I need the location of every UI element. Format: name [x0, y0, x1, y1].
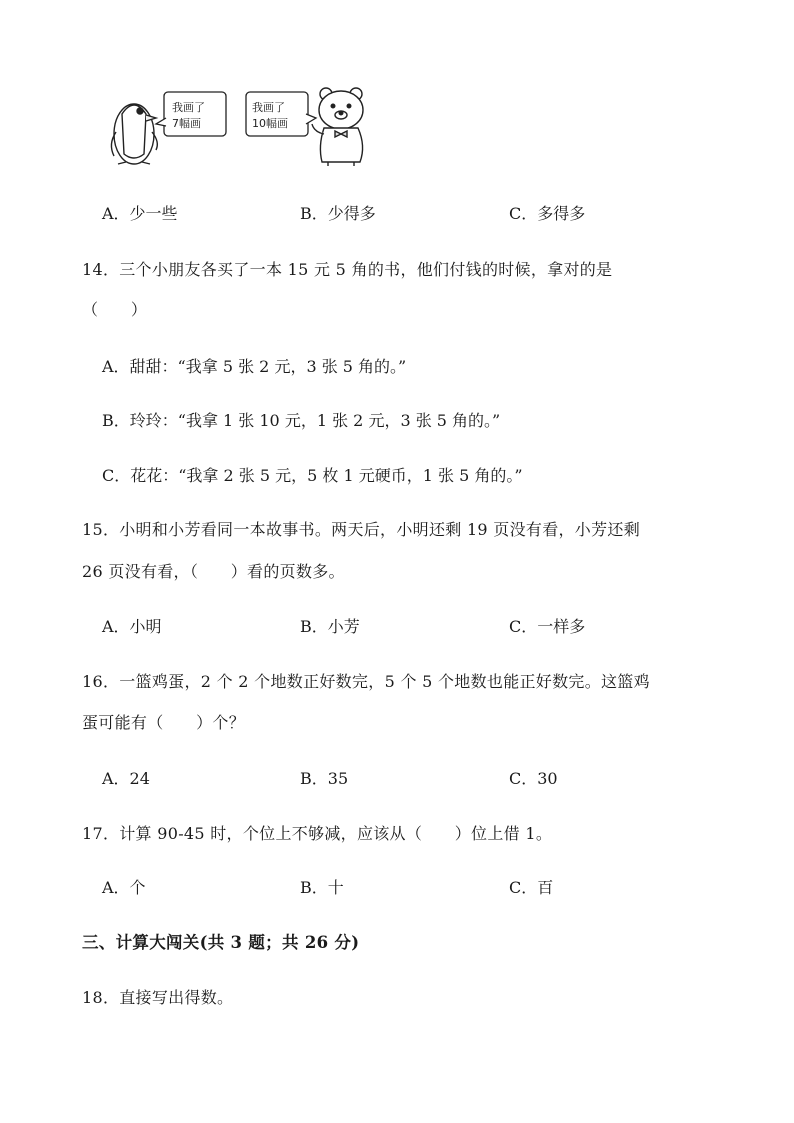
q17-option-a[interactable]: A．个 — [102, 878, 146, 897]
q15-stem-line1: 15．小明和小芳看同一本故事书。两天后，小明还剩 19 页没有看，小芳还剩 — [82, 520, 640, 539]
q15-option-a[interactable]: A．小明 — [102, 617, 162, 636]
q15-option-b[interactable]: B．小芳 — [300, 617, 360, 636]
q15-option-c[interactable]: C．一样多 — [509, 617, 586, 636]
q17-stem: 17．计算 90-45 时，个位上不够减，应该从（ ）位上借 1。 — [82, 824, 553, 843]
q14-stem-line1: 14．三个小朋友各买了一本 15 元 5 角的书，他们付钱的时候，拿对的是 — [82, 260, 613, 279]
bear-bubble-line2: 10幅画 — [252, 117, 288, 130]
q14-option-c[interactable]: C．花花：“我拿 2 张 5 元，5 枚 1 元硬币，1 张 5 角的。” — [102, 466, 523, 485]
penguin-bear-illustration — [104, 84, 374, 168]
q16-stem-line2: 蛋可能有（ ）个？ — [82, 713, 246, 732]
q17-option-b[interactable]: B．十 — [300, 878, 344, 897]
bear-speech-bubble — [246, 92, 316, 136]
penguin-bubble-line2: 7幅画 — [172, 117, 201, 130]
q14-option-b[interactable]: B．玲玲：“我拿 1 张 10 元，1 张 2 元，3 张 5 角的。” — [102, 411, 501, 430]
q16-option-a[interactable]: A．24 — [102, 769, 150, 788]
q14-option-a[interactable]: A．甜甜：“我拿 5 张 2 元，3 张 5 角的。” — [102, 357, 407, 376]
q13-option-a[interactable]: A．少一些 — [102, 204, 178, 223]
q15-stem-line2: 26 页没有看，（ ）看的页数多。 — [82, 562, 345, 581]
q16-stem-line1: 16．一篮鸡蛋，2 个 2 个地数正好数完，5 个 5 个地数也能正好数完。这篮鸡 — [82, 672, 650, 691]
q13-option-b[interactable]: B．少得多 — [300, 204, 376, 223]
q18-stem: 18．直接写出得数。 — [82, 988, 234, 1007]
penguin-icon — [111, 104, 157, 164]
q16-option-c[interactable]: C．30 — [509, 769, 558, 788]
bear-bubble-line1: 我画了 — [252, 101, 285, 114]
penguin-speech-bubble — [156, 92, 226, 136]
q14-stem-line2: （ ） — [82, 300, 148, 319]
penguin-bubble-line1: 我画了 — [172, 101, 205, 114]
q16-option-b[interactable]: B．35 — [300, 769, 349, 788]
bear-icon — [312, 88, 363, 166]
q13-option-c[interactable]: C．多得多 — [509, 204, 586, 223]
section-3-title: 三、计算大闯关(共 3 题；共 26 分) — [82, 933, 360, 952]
q17-option-c[interactable]: C．百 — [509, 878, 554, 897]
